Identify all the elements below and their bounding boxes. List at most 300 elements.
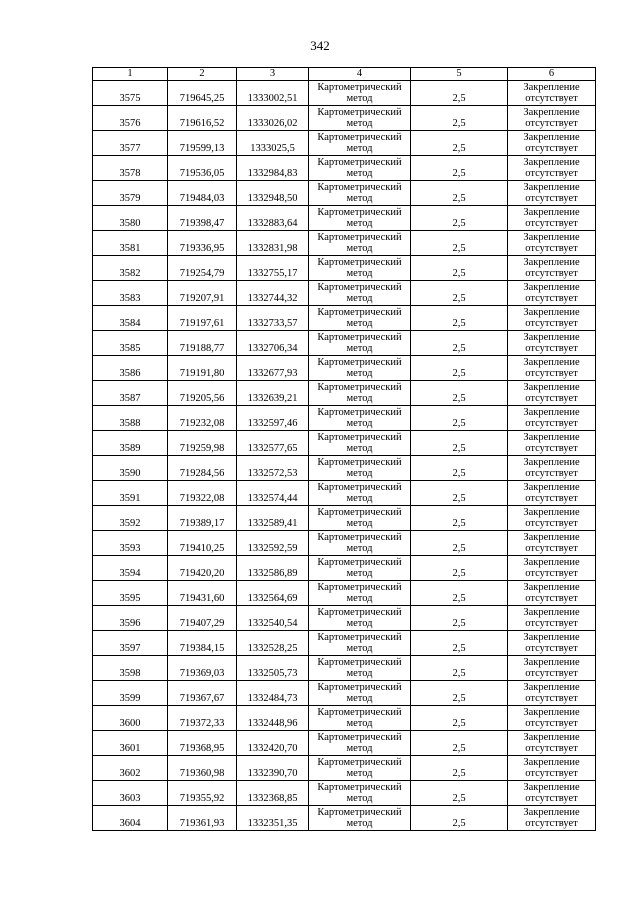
accuracy-cell: 2,5 <box>411 106 508 131</box>
method-line-1: Картометрический <box>317 581 402 593</box>
point-number-cell: 3603 <box>93 781 168 806</box>
method-line-1: Картометрический <box>317 781 402 793</box>
fixing-line-2: отсутствует <box>525 743 578 754</box>
y-coordinate-cell: 1333026,02 <box>237 106 309 131</box>
x-coordinate-cell: 719284,56 <box>168 456 237 481</box>
method-cell <box>309 606 411 631</box>
accuracy-cell: 2,5 <box>411 481 508 506</box>
x-coordinate-cell: 719484,03 <box>168 181 237 206</box>
method-cell <box>309 331 411 356</box>
fixing-line-1: Закрепление <box>523 306 580 318</box>
fixing-line-1: Закрепление <box>523 556 580 568</box>
point-number-cell: 3592 <box>93 506 168 531</box>
accuracy-cell: 2,5 <box>411 506 508 531</box>
accuracy-cell: 2,5 <box>411 281 508 306</box>
fixing-line-1: Закрепление <box>523 381 580 393</box>
accuracy-cell: 2,5 <box>411 581 508 606</box>
method-line-1: Картометрический <box>317 131 402 143</box>
point-number-cell: 3586 <box>93 356 168 381</box>
method-line-1: Картометрический <box>317 381 402 393</box>
fixing-cell <box>508 231 596 256</box>
column-header-2: 2 <box>168 68 237 81</box>
fixing-line-1: Закрепление <box>523 106 580 118</box>
method-cell <box>309 631 411 656</box>
method-line-2: метод <box>346 143 373 154</box>
x-coordinate-cell: 719369,03 <box>168 656 237 681</box>
x-coordinate-cell: 719384,15 <box>168 631 237 656</box>
point-number-cell: 3601 <box>93 731 168 756</box>
accuracy-cell: 2,5 <box>411 681 508 706</box>
table-row <box>93 256 596 281</box>
method-line-2: метод <box>346 543 373 554</box>
method-line-2: метод <box>346 693 373 704</box>
table-row <box>93 506 596 531</box>
y-coordinate-cell: 1332448,96 <box>237 706 309 731</box>
accuracy-cell: 2,5 <box>411 431 508 456</box>
table-row <box>93 681 596 706</box>
method-line-2: метод <box>346 618 373 629</box>
point-number-cell: 3593 <box>93 531 168 556</box>
method-line-1: Картометрический <box>317 506 402 518</box>
fixing-line-2: отсутствует <box>525 693 578 704</box>
method-cell <box>309 481 411 506</box>
accuracy-cell: 2,5 <box>411 531 508 556</box>
fixing-cell <box>508 656 596 681</box>
fixing-line-2: отсутствует <box>525 518 578 529</box>
method-line-1: Картометрический <box>317 106 402 118</box>
method-cell <box>309 406 411 431</box>
method-line-2: метод <box>346 118 373 129</box>
method-line-1: Картометрический <box>317 356 402 368</box>
fixing-line-1: Закрепление <box>523 581 580 593</box>
table-row <box>93 431 596 456</box>
method-cell <box>309 431 411 456</box>
fixing-cell <box>508 281 596 306</box>
point-number-cell: 3582 <box>93 256 168 281</box>
method-cell <box>309 156 411 181</box>
table-row <box>93 556 596 581</box>
method-line-2: метод <box>346 393 373 404</box>
point-number-cell: 3599 <box>93 681 168 706</box>
table-row <box>93 381 596 406</box>
point-number-cell: 3596 <box>93 606 168 631</box>
fixing-line-1: Закрепление <box>523 456 580 468</box>
column-header-3: 3 <box>237 68 309 81</box>
fixing-line-2: отсутствует <box>525 293 578 304</box>
table-row <box>93 156 596 181</box>
fixing-cell <box>508 606 596 631</box>
table-row <box>93 481 596 506</box>
method-cell <box>309 206 411 231</box>
y-coordinate-cell: 1332592,59 <box>237 531 309 556</box>
method-line-2: метод <box>346 643 373 654</box>
fixing-cell <box>508 756 596 781</box>
fixing-line-1: Закрепление <box>523 231 580 243</box>
method-line-1: Картометрический <box>317 231 402 243</box>
fixing-cell <box>508 781 596 806</box>
method-line-1: Картометрический <box>317 181 402 193</box>
method-line-2: метод <box>346 518 373 529</box>
table-row <box>93 806 596 831</box>
y-coordinate-cell: 1332390,70 <box>237 756 309 781</box>
fixing-line-2: отсутствует <box>525 268 578 279</box>
fixing-line-1: Закрепление <box>523 756 580 768</box>
point-number-cell: 3577 <box>93 131 168 156</box>
point-number-cell: 3594 <box>93 556 168 581</box>
fixing-line-2: отсутствует <box>525 718 578 729</box>
method-line-1: Картометрический <box>317 256 402 268</box>
fixing-line-1: Закрепление <box>523 506 580 518</box>
method-cell <box>309 281 411 306</box>
point-number-cell: 3591 <box>93 481 168 506</box>
fixing-line-1: Закрепление <box>523 531 580 543</box>
fixing-line-1: Закрепление <box>523 656 580 668</box>
x-coordinate-cell: 719360,98 <box>168 756 237 781</box>
fixing-cell <box>508 556 596 581</box>
table-row <box>93 756 596 781</box>
point-number-cell: 3585 <box>93 331 168 356</box>
y-coordinate-cell: 1332984,83 <box>237 156 309 181</box>
point-number-cell: 3595 <box>93 581 168 606</box>
fixing-cell <box>508 331 596 356</box>
method-line-1: Картометрический <box>317 456 402 468</box>
method-cell <box>309 756 411 781</box>
y-coordinate-cell: 1332420,70 <box>237 731 309 756</box>
method-line-2: метод <box>346 793 373 804</box>
fixing-cell <box>508 181 596 206</box>
point-number-cell: 3600 <box>93 706 168 731</box>
fixing-cell <box>508 531 596 556</box>
accuracy-cell: 2,5 <box>411 131 508 156</box>
fixing-line-2: отсутствует <box>525 368 578 379</box>
fixing-cell <box>508 206 596 231</box>
method-cell <box>309 581 411 606</box>
fixing-line-1: Закрепление <box>523 356 580 368</box>
x-coordinate-cell: 719398,47 <box>168 206 237 231</box>
method-cell <box>309 656 411 681</box>
y-coordinate-cell: 1332586,89 <box>237 556 309 581</box>
method-line-2: метод <box>346 443 373 454</box>
fixing-line-1: Закрепление <box>523 131 580 143</box>
method-line-1: Картометрический <box>317 631 402 643</box>
method-line-2: метод <box>346 568 373 579</box>
x-coordinate-cell: 719616,52 <box>168 106 237 131</box>
x-coordinate-cell: 719536,05 <box>168 156 237 181</box>
y-coordinate-cell: 1332540,54 <box>237 606 309 631</box>
point-number-cell: 3598 <box>93 656 168 681</box>
x-coordinate-cell: 719232,08 <box>168 406 237 431</box>
fixing-line-2: отсутствует <box>525 243 578 254</box>
column-header-5: 5 <box>411 68 508 81</box>
accuracy-cell: 2,5 <box>411 606 508 631</box>
fixing-line-2: отсутствует <box>525 818 578 829</box>
fixing-cell <box>508 106 596 131</box>
method-cell <box>309 681 411 706</box>
point-number-cell: 3584 <box>93 306 168 331</box>
method-line-1: Картометрический <box>317 156 402 168</box>
table-row <box>93 631 596 656</box>
method-cell <box>309 806 411 831</box>
fixing-line-2: отсутствует <box>525 443 578 454</box>
fixing-line-2: отсутствует <box>525 168 578 179</box>
accuracy-cell: 2,5 <box>411 731 508 756</box>
table-row <box>93 781 596 806</box>
fixing-cell <box>508 381 596 406</box>
method-cell <box>309 731 411 756</box>
y-coordinate-cell: 1332589,41 <box>237 506 309 531</box>
method-line-2: метод <box>346 218 373 229</box>
method-line-1: Картометрический <box>317 406 402 418</box>
table-row <box>93 181 596 206</box>
fixing-line-1: Закрепление <box>523 481 580 493</box>
table-row <box>93 706 596 731</box>
method-cell <box>309 256 411 281</box>
method-line-1: Картометрический <box>317 431 402 443</box>
y-coordinate-cell: 1332577,65 <box>237 431 309 456</box>
y-coordinate-cell: 1332706,34 <box>237 331 309 356</box>
fixing-cell <box>508 731 596 756</box>
method-line-1: Картометрический <box>317 556 402 568</box>
x-coordinate-cell: 719431,60 <box>168 581 237 606</box>
x-coordinate-cell: 719259,98 <box>168 431 237 456</box>
fixing-line-1: Закрепление <box>523 606 580 618</box>
x-coordinate-cell: 719368,95 <box>168 731 237 756</box>
coordinates-table <box>92 67 596 831</box>
column-header-1: 1 <box>93 68 168 81</box>
x-coordinate-cell: 719188,77 <box>168 331 237 356</box>
method-line-1: Картометрический <box>317 81 402 93</box>
table-row <box>93 581 596 606</box>
x-coordinate-cell: 719599,13 <box>168 131 237 156</box>
accuracy-cell: 2,5 <box>411 231 508 256</box>
point-number-cell: 3604 <box>93 806 168 831</box>
y-coordinate-cell: 1332528,25 <box>237 631 309 656</box>
accuracy-cell: 2,5 <box>411 456 508 481</box>
y-coordinate-cell: 1332733,57 <box>237 306 309 331</box>
accuracy-cell: 2,5 <box>411 806 508 831</box>
x-coordinate-cell: 719205,56 <box>168 381 237 406</box>
table-row <box>93 456 596 481</box>
method-line-2: метод <box>346 343 373 354</box>
accuracy-cell: 2,5 <box>411 631 508 656</box>
method-line-1: Картометрический <box>317 656 402 668</box>
point-number-cell: 3597 <box>93 631 168 656</box>
table-row <box>93 406 596 431</box>
fixing-line-2: отсутствует <box>525 393 578 404</box>
accuracy-cell: 2,5 <box>411 306 508 331</box>
method-cell <box>309 81 411 106</box>
point-number-cell: 3575 <box>93 81 168 106</box>
table-row <box>93 331 596 356</box>
method-line-2: метод <box>346 493 373 504</box>
fixing-cell <box>508 431 596 456</box>
x-coordinate-cell: 719389,17 <box>168 506 237 531</box>
fixing-cell <box>508 131 596 156</box>
method-line-1: Картометрический <box>317 281 402 293</box>
method-line-2: метод <box>346 743 373 754</box>
fixing-line-1: Закрепление <box>523 81 580 93</box>
point-number-cell: 3580 <box>93 206 168 231</box>
fixing-line-2: отсутствует <box>525 793 578 804</box>
method-cell <box>309 106 411 131</box>
method-line-2: метод <box>346 243 373 254</box>
y-coordinate-cell: 1332572,53 <box>237 456 309 481</box>
page-number: 342 <box>310 38 330 53</box>
fixing-line-1: Закрепление <box>523 631 580 643</box>
fixing-cell <box>508 631 596 656</box>
method-line-1: Картометрический <box>317 806 402 818</box>
x-coordinate-cell: 719355,92 <box>168 781 237 806</box>
point-number-cell: 3583 <box>93 281 168 306</box>
point-number-cell: 3602 <box>93 756 168 781</box>
accuracy-cell: 2,5 <box>411 181 508 206</box>
method-line-2: метод <box>346 193 373 204</box>
method-cell <box>309 556 411 581</box>
fixing-line-1: Закрепление <box>523 406 580 418</box>
method-line-2: метод <box>346 93 373 104</box>
point-number-cell: 3587 <box>93 381 168 406</box>
method-line-1: Картометрический <box>317 731 402 743</box>
x-coordinate-cell: 719207,91 <box>168 281 237 306</box>
method-line-2: метод <box>346 318 373 329</box>
fixing-line-1: Закрепление <box>523 256 580 268</box>
point-number-cell: 3581 <box>93 231 168 256</box>
fixing-cell <box>508 681 596 706</box>
method-cell <box>309 231 411 256</box>
x-coordinate-cell: 719254,79 <box>168 256 237 281</box>
header-row <box>93 68 596 81</box>
table-row <box>93 206 596 231</box>
fixing-cell <box>508 706 596 731</box>
column-header-6: 6 <box>508 68 596 81</box>
table-row <box>93 81 596 106</box>
table-row <box>93 306 596 331</box>
table-row <box>93 106 596 131</box>
table-row <box>93 731 596 756</box>
y-coordinate-cell: 1332351,35 <box>237 806 309 831</box>
fixing-line-1: Закрепление <box>523 431 580 443</box>
accuracy-cell: 2,5 <box>411 781 508 806</box>
fixing-line-2: отсутствует <box>525 418 578 429</box>
method-line-1: Картометрический <box>317 331 402 343</box>
y-coordinate-cell: 1333025,5 <box>237 131 309 156</box>
fixing-line-2: отсутствует <box>525 643 578 654</box>
method-line-2: метод <box>346 293 373 304</box>
accuracy-cell: 2,5 <box>411 656 508 681</box>
fixing-line-2: отсутствует <box>525 143 578 154</box>
y-coordinate-cell: 1332368,85 <box>237 781 309 806</box>
method-line-1: Картометрический <box>317 606 402 618</box>
table-row <box>93 531 596 556</box>
point-number-cell: 3590 <box>93 456 168 481</box>
method-line-2: метод <box>346 268 373 279</box>
fixing-line-2: отсутствует <box>525 93 578 104</box>
fixing-cell <box>508 806 596 831</box>
x-coordinate-cell: 719322,08 <box>168 481 237 506</box>
accuracy-cell: 2,5 <box>411 206 508 231</box>
accuracy-cell: 2,5 <box>411 81 508 106</box>
method-line-2: метод <box>346 818 373 829</box>
fixing-line-1: Закрепление <box>523 181 580 193</box>
y-coordinate-cell: 1332639,21 <box>237 381 309 406</box>
fixing-line-1: Закрепление <box>523 731 580 743</box>
method-line-2: метод <box>346 468 373 479</box>
y-coordinate-cell: 1332744,32 <box>237 281 309 306</box>
point-number-cell: 3578 <box>93 156 168 181</box>
fixing-line-2: отсутствует <box>525 493 578 504</box>
method-line-2: метод <box>346 768 373 779</box>
x-coordinate-cell: 719367,67 <box>168 681 237 706</box>
method-cell <box>309 131 411 156</box>
fixing-line-2: отсутствует <box>525 343 578 354</box>
fixing-line-1: Закрепление <box>523 781 580 793</box>
y-coordinate-cell: 1332564,69 <box>237 581 309 606</box>
fixing-line-1: Закрепление <box>523 331 580 343</box>
fixing-line-2: отсутствует <box>525 468 578 479</box>
method-cell <box>309 506 411 531</box>
fixing-line-1: Закрепление <box>523 206 580 218</box>
x-coordinate-cell: 719645,25 <box>168 81 237 106</box>
fixing-cell <box>508 481 596 506</box>
y-coordinate-cell: 1332831,98 <box>237 231 309 256</box>
fixing-line-2: отсутствует <box>525 118 578 129</box>
method-line-2: метод <box>346 418 373 429</box>
x-coordinate-cell: 719336,95 <box>168 231 237 256</box>
fixing-line-2: отсутствует <box>525 193 578 204</box>
y-coordinate-cell: 1332505,73 <box>237 656 309 681</box>
fixing-line-2: отсутствует <box>525 318 578 329</box>
x-coordinate-cell: 719372,33 <box>168 706 237 731</box>
method-line-2: метод <box>346 668 373 679</box>
fixing-cell <box>508 256 596 281</box>
fixing-cell <box>508 581 596 606</box>
y-coordinate-cell: 1332883,64 <box>237 206 309 231</box>
fixing-line-2: отсутствует <box>525 618 578 629</box>
point-number-cell: 3579 <box>93 181 168 206</box>
method-line-1: Картометрический <box>317 706 402 718</box>
method-cell <box>309 381 411 406</box>
y-coordinate-cell: 1333002,51 <box>237 81 309 106</box>
fixing-line-1: Закрепление <box>523 156 580 168</box>
accuracy-cell: 2,5 <box>411 406 508 431</box>
method-cell <box>309 456 411 481</box>
method-line-2: метод <box>346 168 373 179</box>
accuracy-cell: 2,5 <box>411 756 508 781</box>
fixing-cell <box>508 156 596 181</box>
x-coordinate-cell: 719197,61 <box>168 306 237 331</box>
method-line-1: Картометрический <box>317 481 402 493</box>
fixing-line-1: Закрепление <box>523 281 580 293</box>
method-cell <box>309 531 411 556</box>
fixing-cell <box>508 81 596 106</box>
fixing-cell <box>508 406 596 431</box>
accuracy-cell: 2,5 <box>411 256 508 281</box>
x-coordinate-cell: 719407,29 <box>168 606 237 631</box>
accuracy-cell: 2,5 <box>411 156 508 181</box>
point-number-cell: 3588 <box>93 406 168 431</box>
fixing-line-2: отсутствует <box>525 593 578 604</box>
accuracy-cell: 2,5 <box>411 331 508 356</box>
fixing-cell <box>508 456 596 481</box>
fixing-line-2: отсутствует <box>525 768 578 779</box>
fixing-cell <box>508 506 596 531</box>
table-body <box>93 81 596 831</box>
y-coordinate-cell: 1332574,44 <box>237 481 309 506</box>
point-number-cell: 3589 <box>93 431 168 456</box>
fixing-line-1: Закрепление <box>523 806 580 818</box>
y-coordinate-cell: 1332677,93 <box>237 356 309 381</box>
column-header-4: 4 <box>309 68 411 81</box>
